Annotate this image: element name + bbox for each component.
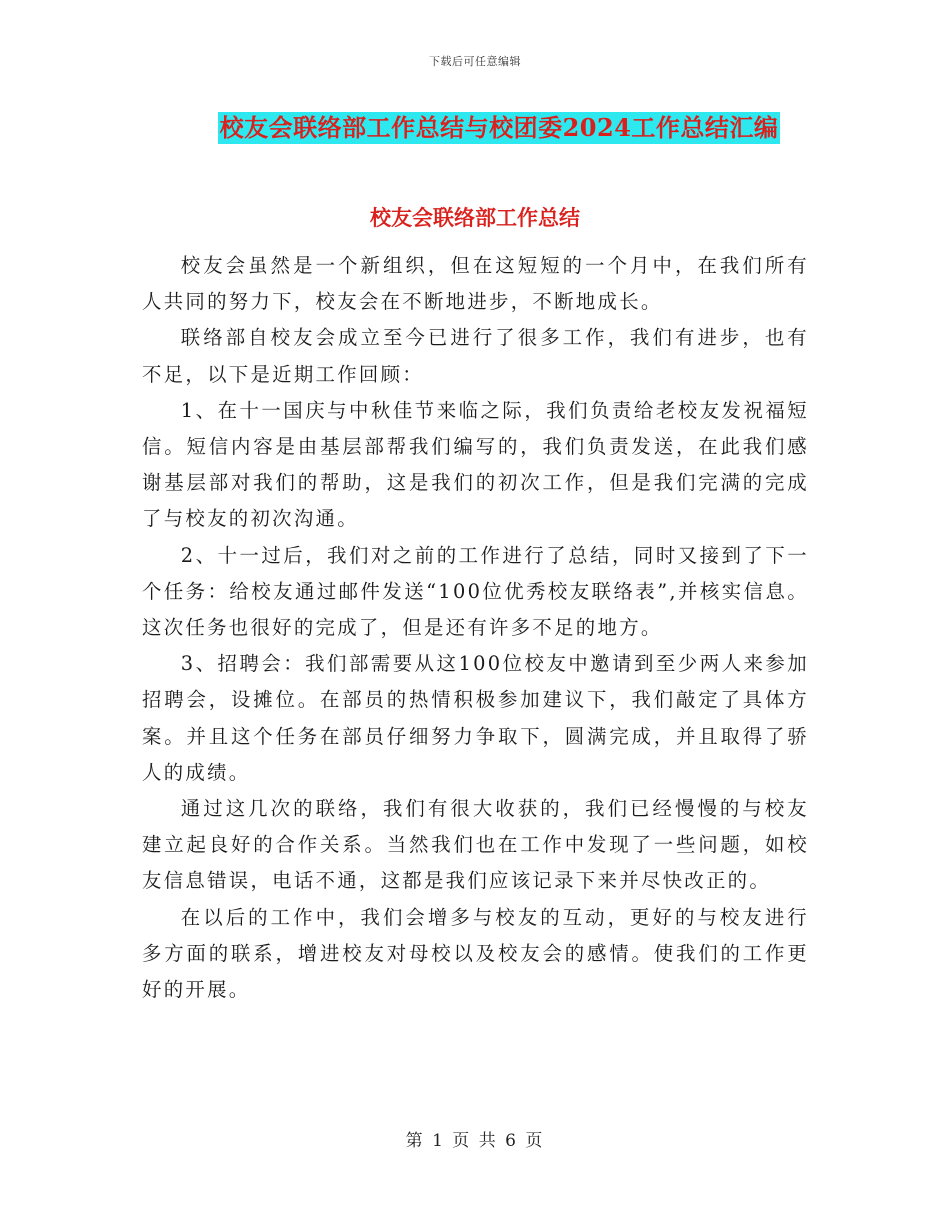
paragraph: 在以后的工作中，我们会增多与校友的互动，更好的与校友进行多方面的联系，增进校友对母校以及校友会的感情。使我们的工作更好的开展。 <box>142 905 809 1002</box>
paragraph: 3、招聘会：我们部需要从这100位校友中邀请到至少两人来参加招聘会，设摊位。在部员的热情积极参加建议下，我们敲定了具体方案。并且这个任务在部员仔细努力争取下，圆满完成，并且取得了骄人的成绩。 <box>142 652 809 784</box>
paragraph: 联络部自校友会成立至今已进行了很多工作，我们有进步，也有不足，以下是近期工作回顾： <box>142 326 809 386</box>
main-title-container <box>0 112 950 144</box>
paragraph: 通过这几次的联络，我们有很大收获的，我们已经慢慢的与校友建立起良好的合作关系。当然我们也在工作中发现了一些问题，如校友信息错误，电话不通，这都是我们应该记录下来并尽快改正的。 <box>142 797 809 893</box>
page-number-footer: 第 1 页 共 6 页 <box>405 1131 545 1151</box>
paragraph: 2、十一过后，我们对之前的工作进行了总结，同时又接到了下一个任务：给校友通过邮件发送“100位优秀校友联络表”,并核实信息。这次任务也很好的完成了，但是还有许多不足的地方。 <box>142 543 809 640</box>
document-body <box>142 248 809 1008</box>
section-title: 校友会联络部工作总结 <box>370 205 580 230</box>
header-note: 下载后可任意编辑 <box>429 55 521 68</box>
main-title: 校友会联络部工作总结与校团委2024工作总结汇编 <box>219 113 779 142</box>
paragraph: 1、在十一国庆与中秋佳节来临之际，我们负责给老校友发祝福短信。短信内容是由基层部帮我们编写的，我们负责发送，在此我们感谢基层部对我们的帮助，这是我们的初次工作，但是我们完满的完成了与校友的初次沟通。 <box>142 398 809 531</box>
paragraph: 校友会虽然是一个新组织，但在这短短的一个月中，在我们所有人共同的努力下，校友会在不断地进步，不断地成长。 <box>142 254 809 314</box>
